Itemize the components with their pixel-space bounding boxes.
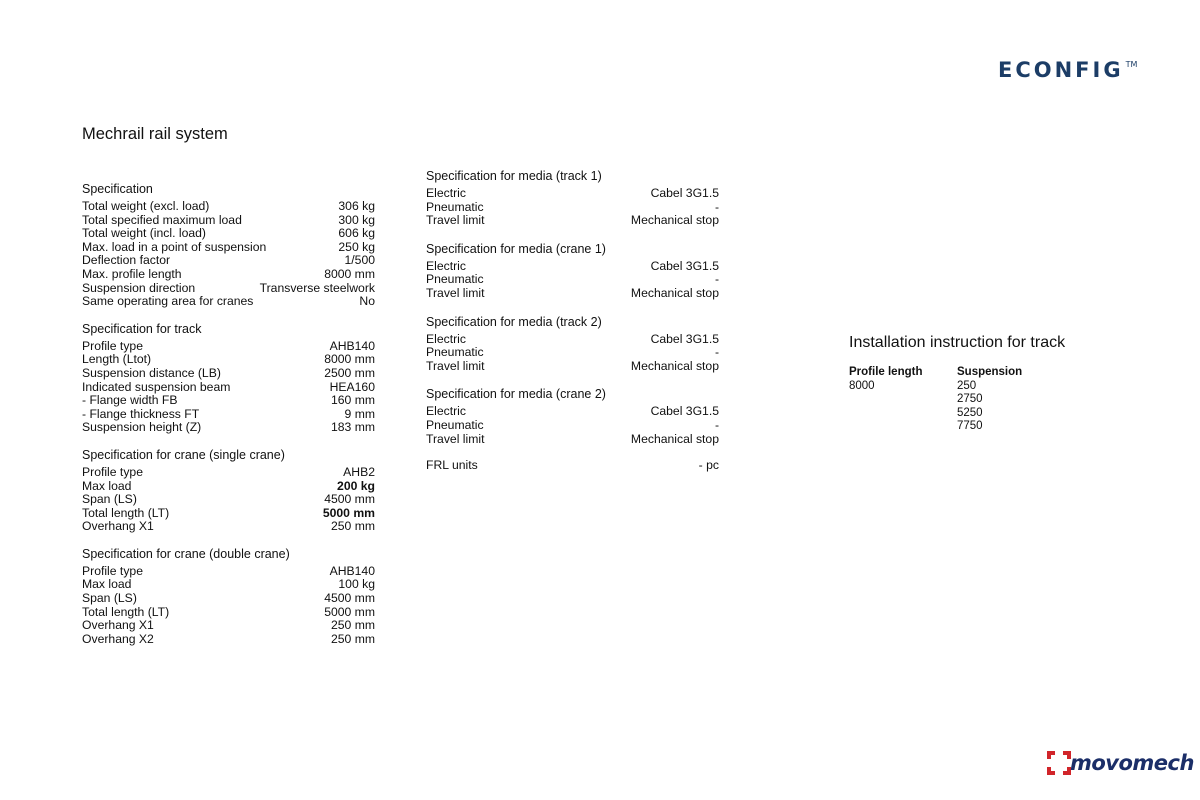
section-rows — [82, 340, 375, 435]
spec-value: 250 mm — [330, 618, 375, 633]
suspension-value: 5250 — [957, 406, 983, 419]
spec-row — [426, 433, 719, 447]
spec-label: Electric — [426, 331, 466, 346]
spec-row — [82, 367, 375, 381]
frl-label: FRL units — [426, 458, 478, 473]
spec-label: Span (LS) — [82, 591, 137, 606]
spec-row — [426, 346, 719, 360]
spec-value: Cabel 3G1.5 — [650, 186, 719, 200]
spec-value: Transverse steelwork — [259, 280, 375, 295]
spec-row — [82, 606, 375, 620]
spec-row — [82, 421, 375, 435]
spec-row — [426, 360, 719, 374]
profile-length-value: 8000 — [849, 379, 875, 392]
section-title: Specification for media (track 1) — [426, 169, 602, 183]
media-specification-column — [426, 168, 719, 473]
frl-row — [426, 459, 719, 473]
spec-row — [82, 520, 375, 534]
spec-label: Pneumatic — [426, 272, 484, 287]
spec-value: Cabel 3G1.5 — [650, 404, 719, 419]
spec-section — [426, 241, 719, 301]
spec-row — [426, 260, 719, 274]
spec-label: Pneumatic — [426, 417, 484, 432]
brand-name: ECONFIG — [998, 58, 1124, 82]
spec-row — [82, 565, 375, 579]
spec-value: Cabel 3G1.5 — [650, 331, 719, 346]
spec-label: Electric — [426, 404, 466, 419]
spec-value: 183 mm — [330, 420, 375, 435]
spec-label: Electric — [426, 186, 466, 200]
spec-section — [82, 546, 375, 647]
spec-label: Travel limit — [426, 358, 485, 373]
spec-row — [82, 200, 375, 214]
section-rows — [426, 260, 719, 301]
spec-label: Overhang X1 — [82, 519, 154, 534]
spec-value: 4500 mm — [324, 492, 375, 507]
spec-value: 250 kg — [338, 239, 375, 254]
spec-section — [82, 181, 375, 309]
spec-row — [82, 633, 375, 647]
trademark-mark: TM — [1125, 60, 1138, 69]
spec-row — [426, 333, 719, 347]
section-title: Specification for media (track 2) — [426, 314, 602, 329]
spec-section — [82, 321, 375, 435]
spec-label: Suspension direction — [82, 280, 196, 295]
spec-value: Mechanical stop — [630, 213, 719, 228]
spec-value: HEA160 — [329, 379, 375, 394]
spec-row — [82, 214, 375, 228]
spec-label: Total length (LT) — [82, 505, 170, 520]
movomech-emblem-icon — [1046, 750, 1072, 776]
spec-row — [82, 381, 375, 395]
suspension-column — [957, 366, 1022, 434]
spec-label: Profile type — [82, 338, 143, 353]
spec-row — [82, 241, 375, 255]
spec-label: Overhang X2 — [82, 631, 154, 646]
section-title: Specification — [82, 182, 153, 196]
spec-value: 200 kg — [337, 478, 375, 493]
spec-label: Profile type — [82, 464, 143, 479]
spec-label: Length (Ltot) — [82, 352, 152, 367]
spec-value: 8000 mm — [324, 266, 375, 281]
spec-label: Profile type — [82, 563, 143, 578]
spec-label: Travel limit — [426, 213, 485, 228]
spec-value: 606 kg — [338, 226, 375, 241]
spec-value: 300 kg — [338, 212, 375, 227]
installation-title: Installation instruction for track — [849, 334, 1066, 351]
spec-value: 250 mm — [330, 631, 375, 646]
spec-value: Mechanical stop — [630, 358, 719, 373]
spec-label: Max load — [82, 577, 132, 592]
suspension-value: 2750 — [957, 393, 983, 405]
spec-value: - — [714, 417, 719, 432]
section-rows — [426, 187, 719, 228]
spec-row — [82, 493, 375, 507]
spec-label: Total weight (incl. load) — [82, 226, 206, 241]
profile-length-values — [849, 380, 957, 394]
spec-row — [426, 214, 719, 228]
spec-label: Travel limit — [426, 431, 485, 446]
spec-value: Mechanical stop — [630, 431, 719, 446]
spec-value: AHB140 — [329, 338, 375, 353]
spec-value: AHB2 — [343, 464, 375, 479]
media-sections — [426, 168, 719, 446]
installation-section — [849, 333, 1109, 434]
profile-length-column — [849, 366, 957, 434]
spec-row — [82, 394, 375, 408]
spec-value: 306 kg — [338, 199, 375, 213]
spec-value: 5000 mm — [322, 505, 375, 520]
spec-row — [426, 187, 719, 201]
suspension-values — [957, 380, 1022, 434]
section-title: Specification for crane (double crane) — [82, 546, 290, 561]
spec-label: Electric — [426, 258, 466, 273]
spec-row — [82, 480, 375, 494]
spec-value: 9 mm — [344, 406, 375, 421]
spec-row — [82, 619, 375, 633]
spec-label: - Flange thickness FT — [82, 406, 200, 421]
econfig-logo — [998, 58, 1137, 82]
spec-row — [82, 408, 375, 422]
spec-row — [82, 268, 375, 282]
spec-row — [82, 592, 375, 606]
movomech-wordmark: movomech — [1070, 751, 1194, 775]
spec-section — [426, 168, 719, 228]
spec-row — [82, 466, 375, 480]
spec-value: 160 mm — [330, 393, 375, 408]
spec-row — [426, 287, 719, 301]
spec-label: Suspension height (Z) — [82, 420, 202, 435]
spec-section — [426, 314, 719, 374]
spec-value: 100 kg — [338, 577, 375, 592]
spec-value: 1/500 — [344, 253, 375, 268]
spec-row — [82, 254, 375, 268]
spec-label: Max. load in a point of suspension — [82, 239, 267, 254]
frl-value: - pc — [698, 458, 719, 473]
section-title: Specification for media (crane 1) — [426, 241, 606, 256]
section-rows — [82, 200, 375, 309]
spec-value: 4500 mm — [324, 591, 375, 606]
suspension-value: 250 — [957, 379, 977, 392]
section-rows — [82, 565, 375, 647]
spec-row — [82, 353, 375, 367]
spec-row — [82, 578, 375, 592]
spec-label: Indicated suspension beam — [82, 379, 231, 394]
section-rows — [82, 466, 375, 534]
installation-table — [849, 366, 1109, 434]
spec-value: - — [714, 199, 719, 214]
spec-value: 2500 mm — [324, 365, 375, 380]
section-rows — [426, 405, 719, 446]
spec-value: 250 mm — [330, 519, 375, 534]
profile-length-header: Profile length — [849, 366, 923, 378]
spec-value: AHB140 — [329, 563, 375, 578]
spec-label: Total length (LT) — [82, 604, 170, 619]
spec-row — [82, 295, 375, 309]
spec-row — [82, 282, 375, 296]
spec-row — [82, 340, 375, 354]
section-title: Specification for crane (single crane) — [82, 447, 285, 462]
spec-value: 5000 mm — [324, 604, 375, 619]
spec-label: Overhang X1 — [82, 618, 154, 633]
left-specification-column — [82, 181, 375, 658]
spec-row — [426, 405, 719, 419]
spec-label: Deflection factor — [82, 253, 171, 268]
spec-label: Total specified maximum load — [82, 212, 242, 227]
page-title: Mechrail rail system — [82, 125, 228, 143]
spec-label: Suspension distance (LB) — [82, 365, 221, 380]
spec-section — [82, 447, 375, 534]
section-rows — [426, 333, 719, 374]
spec-label: Pneumatic — [426, 199, 484, 214]
spec-label: Same operating area for cranes — [82, 294, 254, 309]
spec-value: 8000 mm — [324, 352, 375, 367]
suspension-value: 7750 — [957, 420, 983, 432]
spec-value: Cabel 3G1.5 — [650, 258, 719, 273]
spec-label: Max. profile length — [82, 266, 182, 281]
spec-row — [426, 273, 719, 287]
spec-row — [82, 507, 375, 521]
spec-value: No — [359, 294, 375, 309]
section-title: Specification for track — [82, 321, 202, 336]
spec-value: Mechanical stop — [630, 285, 719, 300]
section-title: Specification for media (crane 2) — [426, 387, 606, 402]
spec-row — [82, 227, 375, 241]
spec-label: Span (LS) — [82, 492, 137, 507]
movomech-logo — [1046, 750, 1194, 776]
spec-value: - — [714, 272, 719, 287]
spec-row — [426, 419, 719, 433]
spec-label: Total weight (excl. load) — [82, 199, 210, 213]
suspension-header: Suspension — [957, 366, 1023, 378]
spec-value: - — [714, 345, 719, 360]
spec-section — [426, 386, 719, 446]
spec-label: Max load — [82, 478, 132, 493]
spec-label: Travel limit — [426, 285, 485, 300]
spec-label: Pneumatic — [426, 345, 484, 360]
spec-row — [426, 201, 719, 215]
spec-label: - Flange width FB — [82, 393, 178, 408]
